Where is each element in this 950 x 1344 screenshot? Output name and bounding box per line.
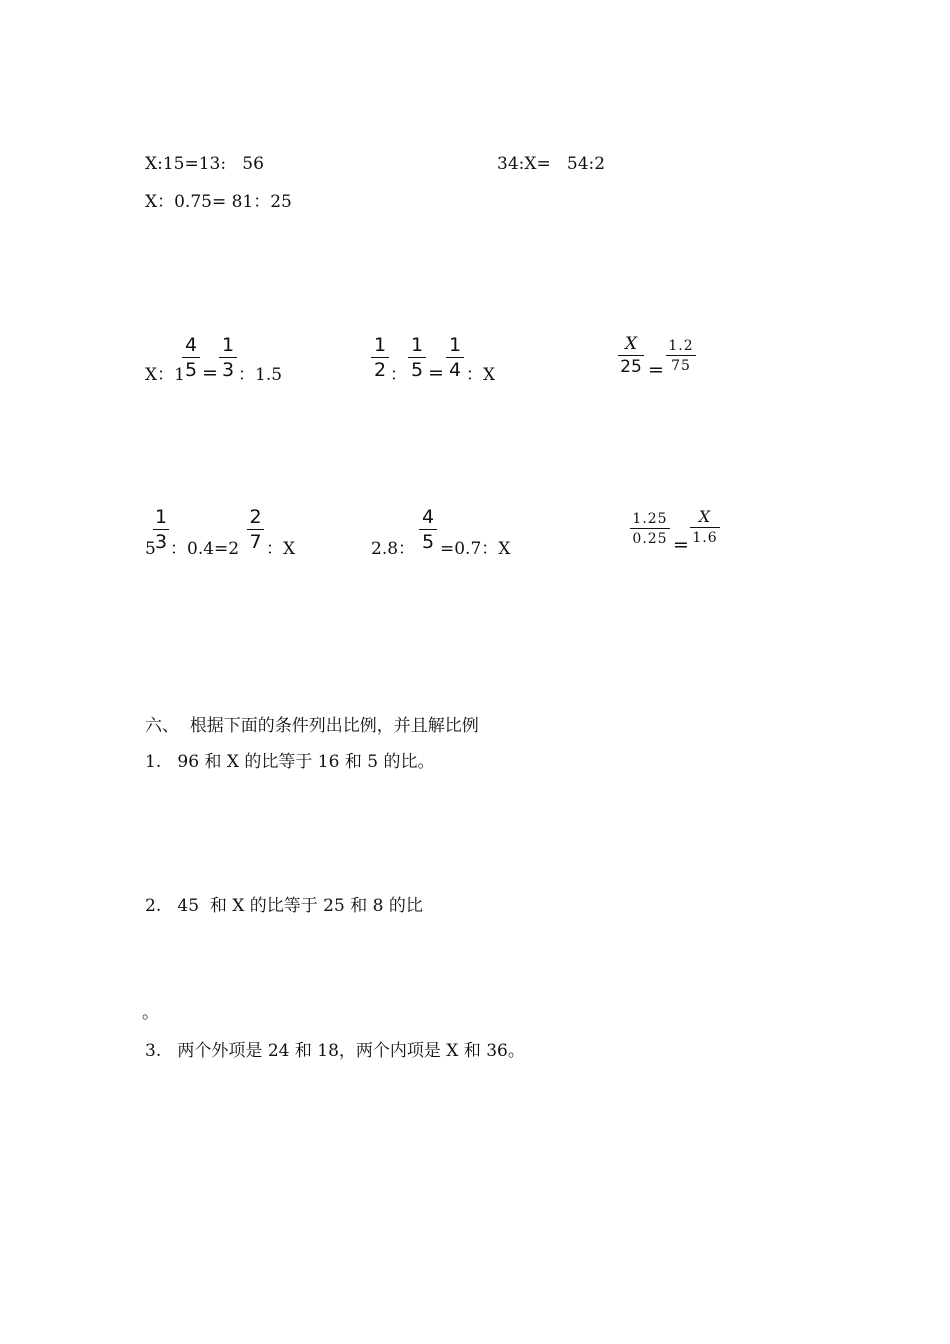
- equation-4-prefix: X：1: [145, 365, 185, 385]
- section-heading: 六、 根据下面的条件列出比例，并且解比例: [145, 716, 479, 736]
- fraction: X 1.6: [690, 509, 720, 545]
- fraction: 2 7: [247, 508, 264, 552]
- stray-period: 。: [142, 1003, 159, 1023]
- fraction: 4 5: [182, 336, 200, 380]
- equation-3: X：0.75= 81：25: [145, 192, 292, 212]
- equals-sign: =: [428, 362, 444, 384]
- fraction: 4 5: [419, 508, 437, 552]
- question-3: 3. 两个外项是 24 和 18，两个内项是 X 和 36。: [145, 1041, 525, 1061]
- ratio-colon: ：: [390, 365, 407, 385]
- fraction: 1.2 75: [666, 339, 696, 373]
- equation-5-suffix: ：X: [466, 365, 496, 385]
- fraction: 1.25 0.25: [630, 512, 670, 546]
- question-1: 1. 96 和 X 的比等于 16 和 5 的比。: [145, 752, 435, 772]
- equation-2: 34:X= 54:2: [497, 154, 606, 174]
- equation-4-suffix: ：1.5: [238, 365, 283, 385]
- equals-sign: =: [648, 359, 664, 381]
- question-2: 2. 45 和 X 的比等于 25 和 8 的比: [145, 896, 423, 916]
- fraction: 1 4: [446, 336, 464, 380]
- equation-7-suffix: ：X: [266, 539, 296, 559]
- mixed-number-whole: 5: [145, 539, 156, 559]
- equals-sign: =: [202, 362, 218, 384]
- equation-7-middle: ：0.4=2: [170, 539, 240, 559]
- equation-8-suffix: =0.7：X: [440, 539, 511, 559]
- fraction: 1 3: [154, 506, 168, 553]
- fraction: X 25: [618, 336, 644, 376]
- equals-sign: =: [673, 534, 689, 556]
- fraction: 1 2: [371, 336, 389, 380]
- equation-8-prefix: 2.8：: [371, 539, 416, 559]
- fraction: 1 5: [408, 336, 426, 380]
- fraction: 1 3: [219, 336, 237, 380]
- equation-1: X:15=13: 56: [145, 154, 264, 174]
